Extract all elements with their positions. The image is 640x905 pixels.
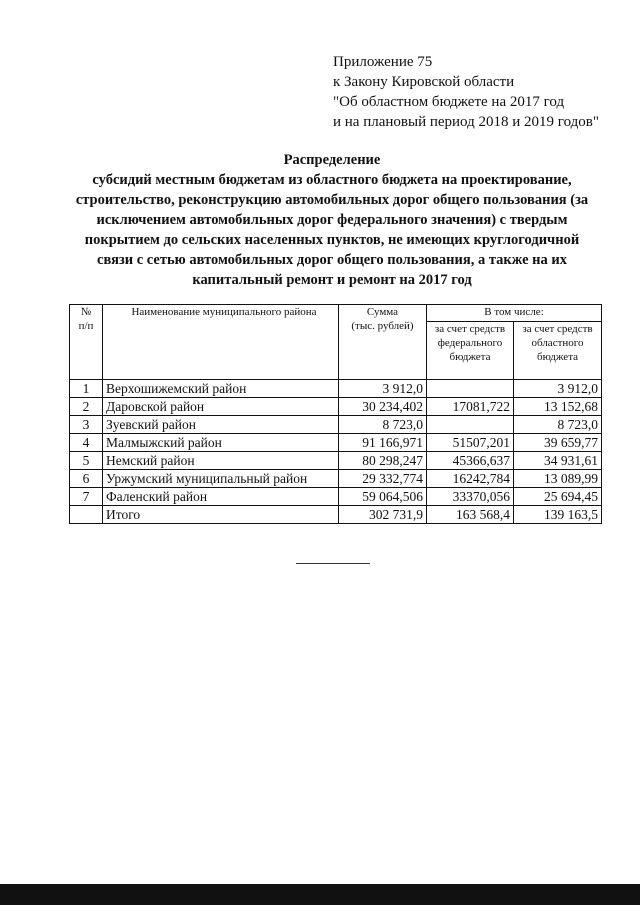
appendix-line: к Закону Кировской области bbox=[333, 74, 515, 90]
title-line: связи с сетью автомобильных дорог общего пользования, а также на их bbox=[97, 252, 567, 268]
table-row bbox=[70, 488, 602, 506]
cell-regional: 34 931,61 bbox=[514, 452, 602, 470]
scan-bottom-edge bbox=[0, 884, 640, 905]
cell-total-sum: 302 731,9 bbox=[339, 506, 427, 524]
cell-regional: 13 089,99 bbox=[514, 470, 602, 488]
table-total-row bbox=[70, 506, 602, 524]
cell-district: Малмыжский район bbox=[103, 434, 339, 452]
header-regional bbox=[514, 322, 602, 380]
cell-federal: 33370,056 bbox=[427, 488, 514, 506]
title-line: строительство, реконструкцию автомобильных дорог общего пользования (за bbox=[75, 192, 589, 208]
title-heading: Распределение bbox=[283, 152, 381, 168]
header-sum-line2: (тыс. рублей) bbox=[351, 320, 414, 332]
cell-district: Фаленский район bbox=[103, 488, 339, 506]
cell-federal: 16242,784 bbox=[427, 470, 514, 488]
cell-sum: 91 166,971 bbox=[339, 434, 427, 452]
cell-federal: 45366,637 bbox=[427, 452, 514, 470]
header-federal-line: за счет средств bbox=[434, 323, 506, 335]
appendix-line: Приложение 75 bbox=[333, 54, 433, 70]
table-row bbox=[70, 398, 602, 416]
title-line: исключением автомобильных дорог федерального значения) с твердым bbox=[96, 212, 568, 228]
table-row bbox=[70, 452, 602, 470]
cell-district: Немский район bbox=[103, 452, 339, 470]
table-row bbox=[70, 470, 602, 488]
cell-federal: 51507,201 bbox=[427, 434, 514, 452]
cell-regional: 8 723,0 bbox=[514, 416, 602, 434]
cell-regional: 13 152,68 bbox=[514, 398, 602, 416]
cell-federal: 17081,722 bbox=[427, 398, 514, 416]
cell-sum: 59 064,506 bbox=[339, 488, 427, 506]
header-including: В том числе: bbox=[427, 305, 602, 322]
appendix-header bbox=[333, 52, 623, 132]
cell-district: Даровской район bbox=[103, 398, 339, 416]
appendix-line: и на плановый период 2018 и 2019 годов" bbox=[333, 114, 599, 130]
cell-sum: 30 234,402 bbox=[339, 398, 427, 416]
appendix-line: "Об областном бюджете на 2017 год bbox=[333, 94, 565, 110]
cell-district: Зуевский район bbox=[103, 416, 339, 434]
cell-sum: 29 332,774 bbox=[339, 470, 427, 488]
end-divider bbox=[296, 563, 370, 564]
cell-federal bbox=[427, 380, 514, 398]
header-regional-line: областного bbox=[531, 337, 584, 349]
cell-number bbox=[70, 506, 103, 524]
header-number-line1: № bbox=[80, 306, 92, 318]
title-line: капитальный ремонт и ремонт на 2017 год bbox=[192, 272, 472, 288]
cell-total-federal: 163 568,4 bbox=[427, 506, 514, 524]
cell-number: 1 bbox=[70, 380, 103, 398]
cell-number: 6 bbox=[70, 470, 103, 488]
cell-regional: 39 659,77 bbox=[514, 434, 602, 452]
cell-regional: 3 912,0 bbox=[514, 380, 602, 398]
cell-federal bbox=[427, 416, 514, 434]
header-federal-line: бюджета bbox=[449, 351, 491, 363]
header-sum bbox=[339, 305, 427, 380]
cell-number: 7 bbox=[70, 488, 103, 506]
title-line: покрытием до сельских населенных пунктов, не имеющих круглогодичной bbox=[84, 232, 580, 248]
cell-district: Уржумский муниципальный район bbox=[103, 470, 339, 488]
table-row bbox=[70, 416, 602, 434]
cell-sum: 8 723,0 bbox=[339, 416, 427, 434]
document-title bbox=[40, 150, 624, 290]
cell-number: 5 bbox=[70, 452, 103, 470]
cell-regional: 25 694,45 bbox=[514, 488, 602, 506]
header-sum-line1: Сумма bbox=[366, 306, 399, 318]
subsidy-table bbox=[69, 304, 602, 524]
cell-sum: 3 912,0 bbox=[339, 380, 427, 398]
cell-total-regional: 139 163,5 bbox=[514, 506, 602, 524]
header-number-line2: п/п bbox=[78, 320, 94, 332]
cell-district: Верхошижемский район bbox=[103, 380, 339, 398]
cell-total-label: Итого bbox=[103, 506, 339, 524]
cell-sum: 80 298,247 bbox=[339, 452, 427, 470]
cell-number: 3 bbox=[70, 416, 103, 434]
table-row bbox=[70, 434, 602, 452]
cell-number: 2 bbox=[70, 398, 103, 416]
header-federal bbox=[427, 322, 514, 380]
header-regional-line: бюджета bbox=[537, 351, 579, 363]
header-district-name: Наименование муниципального района bbox=[103, 305, 339, 380]
table-row bbox=[70, 380, 602, 398]
header-regional-line: за счет средств bbox=[522, 323, 593, 335]
title-line: субсидий местным бюджетам из областного бюджета на проектирование, bbox=[92, 172, 572, 188]
cell-number: 4 bbox=[70, 434, 103, 452]
header-federal-line: федерального bbox=[437, 337, 503, 349]
header-number bbox=[70, 305, 103, 380]
